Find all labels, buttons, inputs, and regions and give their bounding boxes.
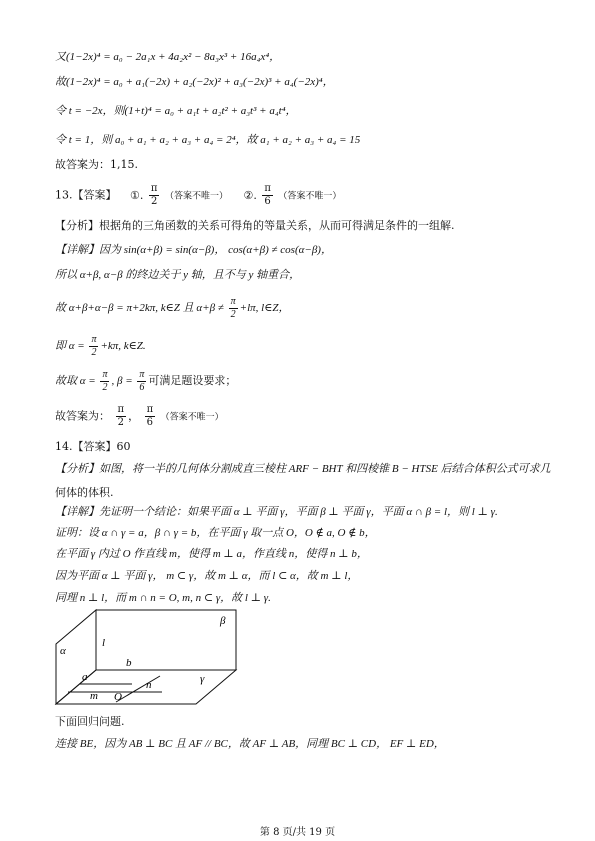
label-b: b bbox=[126, 657, 132, 669]
equation-line-4: 令 t = 1，则 a₀ + a₁ + a₂ + a₃ + a₄ = 2⁴，故 a₁ + a₂ + a₃ + a₄ = 15 bbox=[55, 134, 361, 146]
q13-opt1-prefix: ①. bbox=[130, 188, 144, 202]
label-beta: β bbox=[220, 615, 226, 627]
q14-analysis-2: 何体的体积. bbox=[55, 486, 114, 499]
plane-beta bbox=[96, 610, 236, 670]
q14-proof-2: 在平面 γ 内过 O 作直线 m，使得 m ⊥ a，作直线 n，使得 n ⊥ b， bbox=[55, 548, 368, 560]
q14-proof-3: 因为平面 α ⊥ 平面 γ， m ⊂ γ，故 m ⊥ α，而 l ⊂ α，故 m ⊥ l， bbox=[55, 570, 359, 582]
q13-detail-5-fraction-1: $\frac{\pi}{2}$ bbox=[102, 369, 108, 393]
q13-detail-5: 故取 α = $\frac{\pi}{2}$ , β = $\frac{\pi}{6}$ 可满足题设要求； bbox=[55, 369, 237, 393]
q13-final-fraction-1: $\frac{\pi}{2}$ bbox=[117, 404, 125, 428]
label-m: m bbox=[90, 690, 98, 702]
q14-analysis-1: 【分析】如图，将一半的几何体分割成直三棱柱 ARF − BHT 和四棱锥 B − HTSE 后结合体积公式可求几 bbox=[55, 463, 551, 475]
label-a: a bbox=[82, 671, 88, 683]
q13-answer bbox=[55, 183, 341, 208]
q13-detail-3: 故 α+β+α−β = π+2kπ, k∈Z 且 α+β ≠ $\frac{\pi}{2}$ +lπ, l∈Z， bbox=[55, 296, 290, 320]
equation-line-2: 故(1−2x)⁴ = a₀ + a₁(−2x) + a₂(−2x)² + a₃(−2x)³ + a₄(−2x)⁴， bbox=[55, 76, 334, 88]
q13-detail-4: 即 α = $\frac{\pi}{2}$ +kπ, k∈Z. bbox=[55, 334, 146, 358]
q13-final-fraction-2: $\frac{\pi}{6}$ bbox=[146, 404, 154, 428]
q13-detail-2: 所以 α+β, α−β 的终边关于 y 轴，且不与 y 轴重合， bbox=[55, 269, 301, 281]
q14-answer: 14.【答案】60 bbox=[55, 440, 131, 453]
plane-figure bbox=[50, 604, 250, 714]
q13-opt2-fraction: $\frac{\pi}{6}$ bbox=[264, 183, 271, 207]
equation-line-1: 又(1−2x)⁴ = a₀ − 2a₁x + 4a₂x² − 8a₃x³ + 16a₄x⁴， bbox=[55, 51, 281, 63]
label-O: O bbox=[114, 691, 122, 703]
q13-detail-3-fraction: $\frac{\pi}{2}$ bbox=[230, 296, 236, 320]
q13-opt2-note: （答案不唯一） bbox=[278, 191, 342, 202]
q13-detail-1: 【详解】因为 sin(α+β) = sin(α−β)， cos(α+β) ≠ cos(α−β)， bbox=[55, 244, 332, 256]
q13-analysis: 【分析】根据角的三角函数的关系可得角的等量关系，从而可得满足条件的一组解. bbox=[55, 219, 455, 232]
q14-connect: 连接 BE，因为 AB ⊥ BC 且 AF // BC，故 AF ⊥ AB，同理 BC ⊥ CD， EF ⊥ ED， bbox=[55, 738, 445, 750]
q13-opt1-note: （答案不唯一） bbox=[164, 191, 228, 202]
q13-detail-4-fraction: $\frac{\pi}{2}$ bbox=[91, 334, 97, 358]
q13-opt1-fraction: $\frac{\pi}{2}$ bbox=[150, 183, 158, 207]
q14-proof-4: 同理 n ⊥ l，而 m ∩ n = O, m, n ⊂ γ，故 l ⊥ γ. bbox=[55, 592, 271, 604]
q14-detail-1: 【详解】先证明一个结论：如果平面 α ⊥ 平面 γ，平面 β ⊥ 平面 γ，平面 α ∩ β = l，则 l ⊥ γ. bbox=[55, 506, 498, 518]
label-alpha: α bbox=[60, 645, 66, 657]
q13-final: 故答案为： $\frac{\pi}{2}$ ， $\frac{\pi}{6}$ （答案不唯一） bbox=[55, 404, 224, 428]
label-gamma: γ bbox=[200, 673, 205, 685]
label-n: n bbox=[146, 679, 152, 691]
line-n bbox=[116, 676, 160, 702]
q14-proof-1: 证明：设 α ∩ γ = a，β ∩ γ = b，在平面 γ 取一点 O，O ∉ a, O ∉ b， bbox=[55, 527, 376, 539]
equation-line-3: 令 t = −2x，则(1+t)⁴ = a₀ + a₁t + a₂t² + a₃t³ + a₄t⁴， bbox=[55, 105, 297, 117]
answer-line-12: 故答案为：1,15. bbox=[55, 158, 138, 171]
q14-back: 下面回归问题. bbox=[55, 715, 125, 728]
q13-answer-head: 13.【答案】 bbox=[55, 188, 117, 202]
q13-detail-5-fraction-2: $\frac{\pi}{6}$ bbox=[139, 369, 145, 393]
label-l: l bbox=[102, 637, 106, 649]
q13-opt2-prefix: ②. bbox=[243, 188, 257, 202]
page-footer: 第 8 页/共 19 页 bbox=[259, 827, 336, 838]
